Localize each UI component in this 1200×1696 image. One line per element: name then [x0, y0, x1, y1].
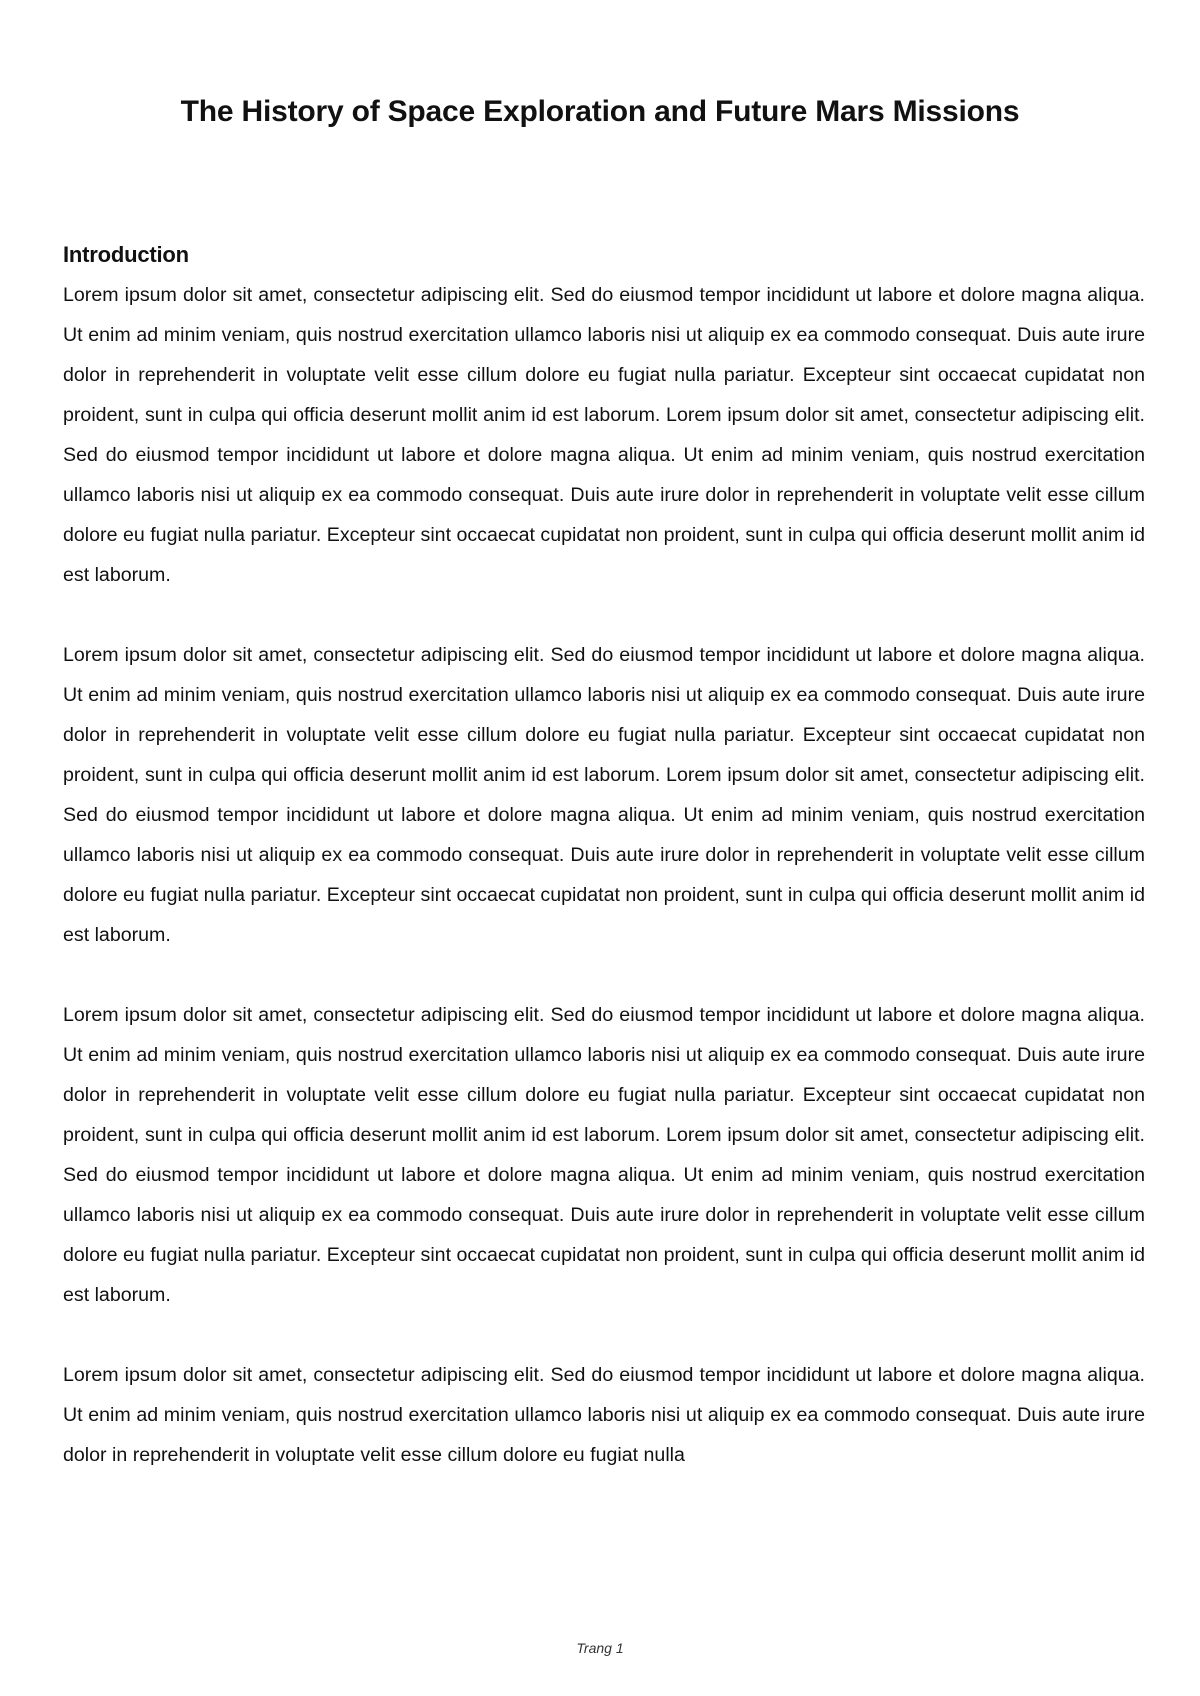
paragraph-3: Lorem ipsum dolor sit amet, consectetur adipiscing elit. Sed do eiusmod tempor incididunt ut labore et dolore magna aliqua. Ut enim ad minim veniam, quis nostrud exercitation ullamco laboris nisi ut aliquip ex ea commodo consequat. Duis aute irure dolor in reprehenderit in voluptate velit esse cillum dolore eu fugiat nulla pariatur. Excepteur sint occaecat cupidatat non proident, sunt in culpa qui officia deserunt mollit anim id est laborum. Lorem ipsum dolor sit amet, consectetur adipiscing elit. Sed do eiusmod tempor incididunt ut labore et dolore magna aliqua. Ut enim ad minim veniam, quis nostrud exercitation ullamco laboris nisi ut aliquip ex ea commodo consequat. Duis aute irure dolor in reprehenderit in voluptate velit esse cillum dolore eu fugiat nulla pariatur. Excepteur sint occaecat cupidatat non proident, sunt in culpa qui officia deserunt mollit anim id est laborum. [63, 1004, 1145, 1306]
page-title: The History of Space Exploration and Future Mars Missions [180, 95, 1020, 128]
page-number: Trang 1 [576, 1640, 624, 1656]
paragraph-2: Lorem ipsum dolor sit amet, consectetur adipiscing elit. Sed do eiusmod tempor incididunt ut labore et dolore magna aliqua. Ut enim ad minim veniam, quis nostrud exercitation ullamco laboris nisi ut aliquip ex ea commodo consequat. Duis aute irure dolor in reprehenderit in voluptate velit esse cillum dolore eu fugiat nulla pariatur. Excepteur sint occaecat cupidatat non proident, sunt in culpa qui officia deserunt mollit anim id est laborum. Lorem ipsum dolor sit amet, consectetur adipiscing elit. Sed do eiusmod tempor incididunt ut labore et dolore magna aliqua. Ut enim ad minim veniam, quis nostrud exercitation ullamco laboris nisi ut aliquip ex ea commodo consequat. Duis aute irure dolor in reprehenderit in voluptate velit esse cillum dolore eu fugiat nulla pariatur. Excepteur sint occaecat cupidatat non proident, sunt in culpa qui officia deserunt mollit anim id est laborum. [63, 644, 1145, 946]
section-heading: Introduction [63, 242, 189, 267]
document-body [63, 240, 1145, 1611]
paragraph-4: Lorem ipsum dolor sit amet, consectetur adipiscing elit. Sed do eiusmod tempor incididunt ut labore et dolore magna aliqua. Ut enim ad minim veniam, quis nostrud exercitation ullamco laboris nisi ut aliquip ex ea commodo consequat. Duis aute irure dolor in reprehenderit in voluptate velit esse cillum dolore eu fugiat nulla [63, 1364, 1145, 1466]
paragraph-1: Lorem ipsum dolor sit amet, consectetur adipiscing elit. Sed do eiusmod tempor incididunt ut labore et dolore magna aliqua. Ut enim ad minim veniam, quis nostrud exercitation ullamco laboris nisi ut aliquip ex ea commodo consequat. Duis aute irure dolor in reprehenderit in voluptate velit esse cillum dolore eu fugiat nulla pariatur. Excepteur sint occaecat cupidatat non proident, sunt in culpa qui officia deserunt mollit anim id est laborum. Lorem ipsum dolor sit amet, consectetur adipiscing elit. Sed do eiusmod tempor incididunt ut labore et dolore magna aliqua. Ut enim ad minim veniam, quis nostrud exercitation ullamco laboris nisi ut aliquip ex ea commodo consequat. Duis aute irure dolor in reprehenderit in voluptate velit esse cillum dolore eu fugiat nulla pariatur. Excepteur sint occaecat cupidatat non proident, sunt in culpa qui officia deserunt mollit anim id est laborum. [63, 284, 1145, 586]
section-introduction [63, 240, 1145, 1475]
